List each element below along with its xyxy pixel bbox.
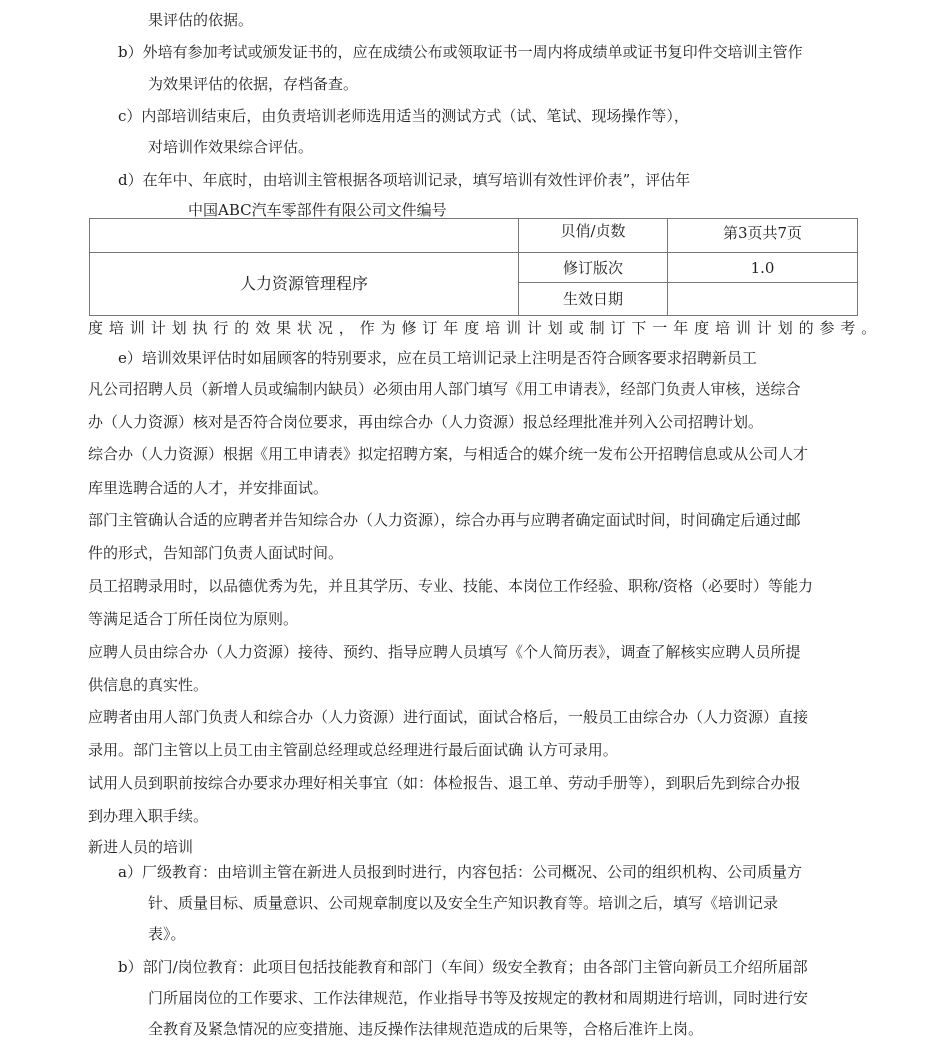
- paragraph-recruitment-line: 件的形式，告知部门负责人面试时间。: [88, 544, 344, 562]
- list-item-b-line: 门所届岗位的工作要求、工作法律规范，作业指导书等及按规定的教材和周期进行培训，同时进行安: [148, 989, 809, 1007]
- list-item-c-line: 对培训作效果综合评估。: [148, 138, 314, 156]
- page-count-value: 第3页共7页: [722, 224, 803, 242]
- paragraph-recruitment-line: 库里选聘合适的人才，并安排面试。: [88, 479, 329, 497]
- paragraph-recruitment-line: 应聘人员由综合办（人力资源）接待、预约、指导应聘人员填写《个人简历表》，调查了解核实应聘人员所提: [88, 643, 801, 661]
- list-item-b-line: b）部门/岗位教育：此项目包括技能教育和部门（车间）级安全教育；由各部门主管向新员工介绍所届部: [118, 958, 808, 976]
- list-item-d-line: d）在年中、年底时，由培训主管根据各项培训记录，填写培训有效性评价表”，评估年: [118, 171, 691, 189]
- effective-date-value: [668, 283, 857, 315]
- text-line: 度培训计划执行的效果状况，作为修订年度培训计划或制订下一年度培训计划的参考。: [88, 319, 883, 337]
- section-heading-training: 新进人员的培训: [88, 838, 194, 856]
- paragraph-recruitment-line: 供信息的真实性。: [88, 676, 209, 694]
- paragraph-recruitment-line: 等满足适合丁所任岗位为原则。: [88, 610, 299, 628]
- paragraph-recruitment-line: 试用人员到职前按综合办要求办理好相关事宜（如：体检报告、退工单、劳动手册等），到职后先到综合办报: [88, 774, 801, 792]
- document-header-table: [89, 218, 858, 316]
- revision-value: 1.0: [750, 258, 775, 277]
- paragraph-recruitment-line: 综合办（人力资源）根据《用工申请表》拟定招聘方案，与相适合的媒介统一发布公开招聘信息或从公司人才: [88, 445, 809, 463]
- paragraph-recruitment-line: 凡公司招聘人员（新增人员或编制内缺员）必须由用人部门填写《用工申请表》，经部门负责人审核，送综合: [88, 380, 801, 398]
- revision-label: 修订版次: [562, 258, 623, 277]
- list-item-b-line: 全教育及紧急情况的应变措施、违反操作法律规范造成的后果等，合格后准许上岗。: [148, 1020, 704, 1038]
- effective-date-label: 生效日期: [562, 290, 623, 308]
- list-item-b-line: b）外培有参加考试或颁发证书的，应在成绩公布或领取证书一周内将成绩单或证书复印件交培训主管作: [118, 43, 803, 61]
- paragraph-recruitment-line: 到办理入职手续。: [88, 807, 209, 825]
- list-item-a-line: 表》。: [148, 925, 186, 943]
- paragraph-recruitment-line: 部门主管确认合适的应聘者并告知综合办（人力资源），综合办再与应聘者确定面试时间，时间确定后通过邮: [88, 511, 801, 529]
- paragraph-recruitment-line: 录用。部门主管以上员工由主管副总经理或总经理进行最后面试确 认方可录用。: [88, 741, 618, 759]
- page-count-label: 贝俏/贞数: [560, 222, 626, 240]
- company-document-number: 中国ABC汽车零部件有限公司文件编号: [188, 201, 447, 219]
- list-item-b-line: 为效果评估的依据，存档备查。: [148, 75, 359, 93]
- paragraph-recruitment-line: 应聘者由用人部门负责人和综合办（人力资源）进行面试，面试合格后，一般员工由综合办（人力资源）直接: [88, 708, 809, 726]
- list-item-a-line: a）厂级教育：由培训主管在新进人员报到时进行，内容包括：公司概况、公司的组织机构、公司质量方: [118, 863, 802, 881]
- text-line: 果评估的依据。: [148, 11, 254, 29]
- list-item-a-line: 针、质量目标、质量意识、公司规章制度以及安全生产知识教育等。培训之后，填写《培训记录: [148, 894, 779, 912]
- list-item-c-line: c）内部培训结束后，由负责培训老师选用适当的测试方式（试、笔试、现场操作等），: [118, 107, 689, 125]
- list-item-e-line: e）培训效果评估时如届顾客的特别要求，应在员工培训记录上注明是否符合顾客要求招聘新员工: [118, 349, 757, 367]
- document-title: 人力资源管理程序: [239, 274, 368, 293]
- paragraph-recruitment-line: 办（人力资源）核对是否符合岗位要求，再由综合办（人力资源）报总经理批准并列入公司招聘计划。: [88, 413, 764, 431]
- paragraph-recruitment-line: 员工招聘录用时，以品德优秀为先，并且其学历、专业、技能、本岗位工作经验、职称/资格（必要时）等能力: [88, 577, 814, 595]
